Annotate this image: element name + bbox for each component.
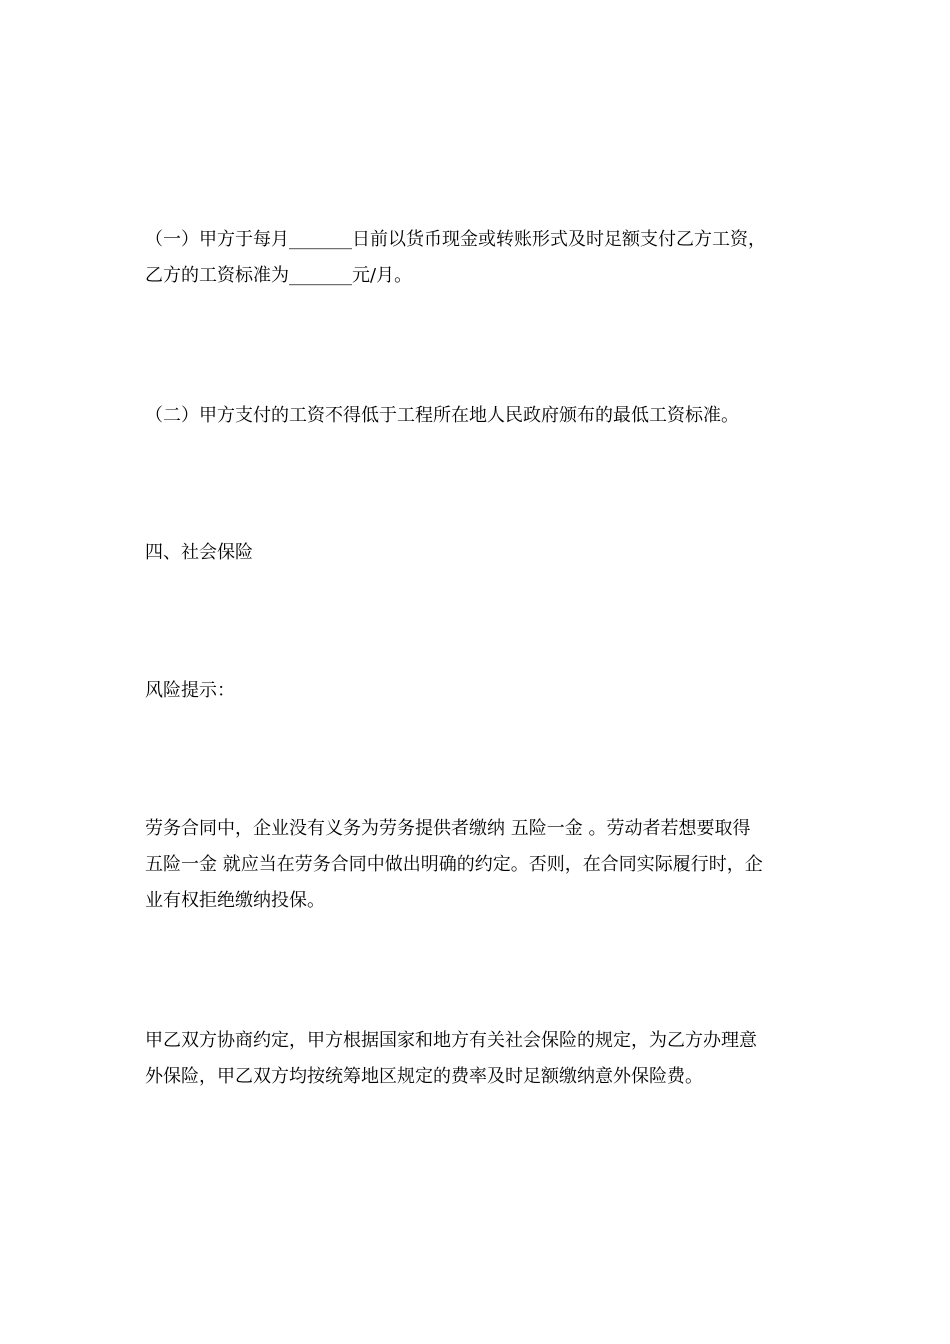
text-line: 乙方的工资标准为_______元/月。	[145, 265, 413, 286]
wage-payment-paragraph	[145, 222, 810, 294]
text-line: 五险一金 就应当在劳务合同中做出明确的约定。否则，在合同实际履行时，企	[145, 854, 763, 875]
section-heading: 四、社会保险	[145, 542, 253, 563]
risk-notice-heading: 风险提示：	[145, 680, 235, 701]
accident-insurance-paragraph	[145, 1023, 810, 1095]
minimum-wage-paragraph	[145, 398, 810, 434]
text-line: （一）甲方于每月_______日前以货币现金或转账形式及时足额支付乙方工资，	[145, 229, 766, 250]
text-line: 外保险，甲乙双方均按统筹地区规定的费率及时足额缴纳意外保险费。	[145, 1066, 703, 1087]
text-line: 业有权拒绝缴纳投保。	[145, 890, 325, 911]
text-line: （二）甲方支付的工资不得低于工程所在地人民政府颁布的最低工资标准。	[145, 405, 739, 426]
text-line: 劳务合同中，企业没有义务为劳务提供者缴纳 五险一金 。劳动者若想要取得	[145, 818, 751, 839]
risk-notice-label	[145, 673, 810, 709]
section-heading-social-insurance	[145, 535, 810, 571]
risk-notice-paragraph	[145, 811, 810, 919]
text-line: 甲乙双方协商约定，甲方根据国家和地方有关社会保险的规定，为乙方办理意	[145, 1030, 757, 1051]
